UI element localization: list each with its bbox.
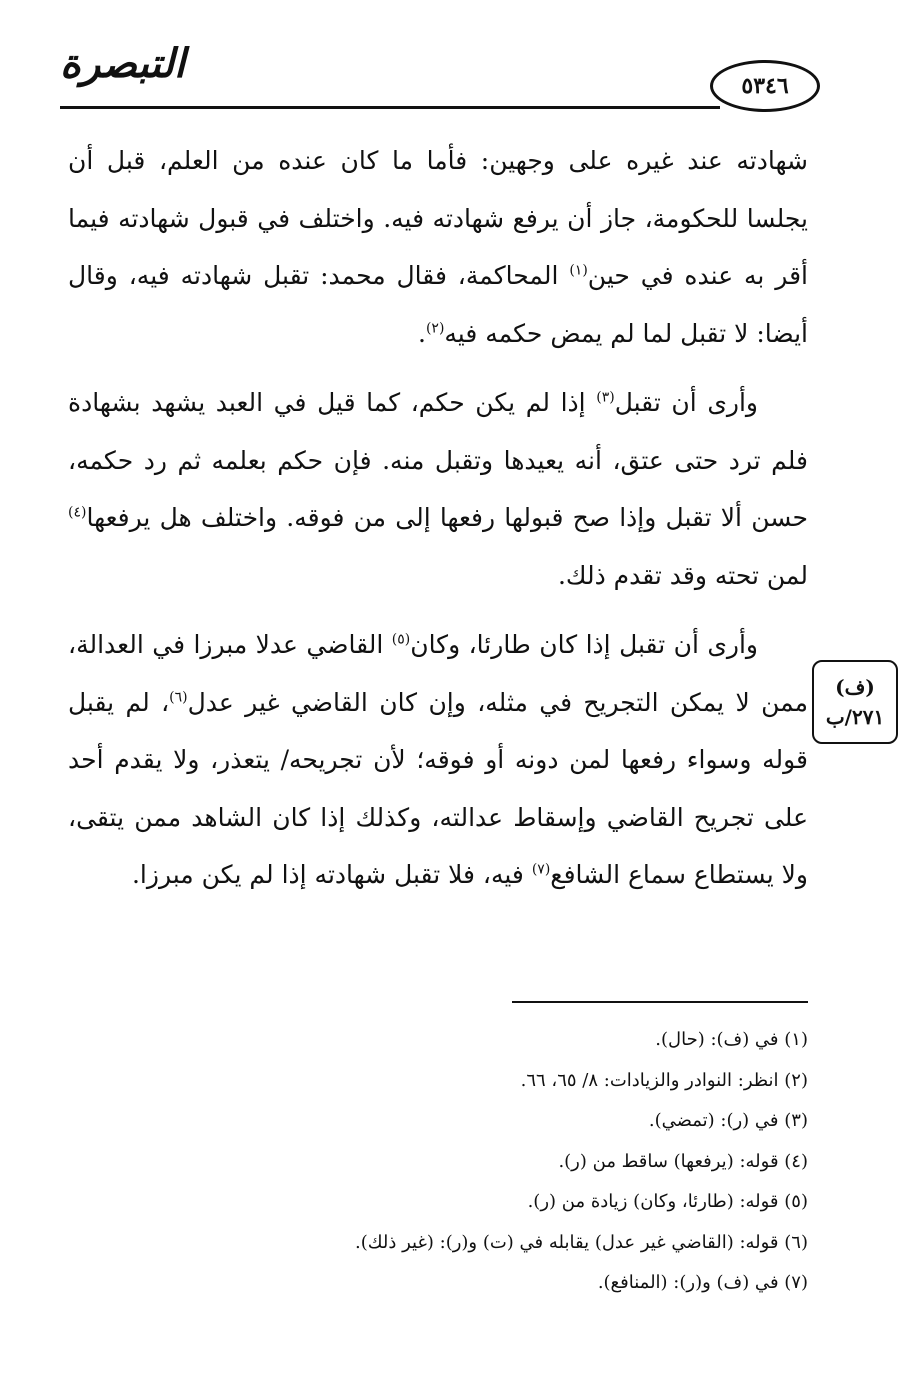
text-span: وأرى أن تقبل إذا كان طارئا، وكان: [410, 630, 758, 659]
text-span: لمن تحته وقد تقدم ذلك.: [557, 560, 808, 590]
margin-note-line-1: (ف): [835, 675, 875, 699]
footnote-6: (٦) قوله: (القاضي غير عدل) يقابله في (ت) و(ر): (غير ذلك).: [354, 1231, 808, 1253]
header-rule: [60, 106, 720, 109]
footnote-ref: (٦): [169, 689, 188, 706]
footnote-4: (٤) قوله: (يرفعها) ساقط من (ر).: [558, 1150, 808, 1172]
text-span: فيه، فلا تقبل شهادته إذا لم يكن مبرزا.: [131, 860, 532, 889]
paragraph-2: [68, 374, 808, 604]
paragraph-3: [68, 616, 808, 904]
manuscript-margin-note: [812, 660, 898, 744]
book-title: التبصرة: [60, 40, 186, 87]
footnote-ref: (١): [569, 262, 588, 279]
page-number: ٥٣٤٦: [710, 60, 820, 112]
text-span: شهادته عند غيره على وجهين: فأما ما كان عنده من العلم، قبل أن يجلسا للحكومة، جاز أن يرفع شهادته فيه. واختلف في قبول شهادته فيما أقر به عنده في حين: [68, 146, 808, 290]
footnote-2: (٢) انظر: النوادر والزيادات: ٨/ ٦٥، ٦٦.: [520, 1069, 808, 1091]
footnote-ref: (٧): [531, 861, 551, 878]
footnote-ref: (٣): [596, 389, 615, 406]
text-span: وأرى أن تقبل: [614, 388, 758, 417]
footnote-5: (٥) قوله: (طارئا، وكان) زيادة من (ر).: [527, 1191, 808, 1212]
text-span: المحاكمة، فقال محمد: تقبل شهادته فيه، وقال أيضا: لا تقبل لما لم يمض حكمه فيه: [68, 261, 808, 348]
footnote-3: (٣) في (ر): (تمضي).: [648, 1110, 808, 1131]
text-span: ، لم يقبل قوله وسواء رفعها لمن دونه أو فوقه؛ لأن تجريحه/ يتعذر، ولا يقدم أحد على تجريح القاضي وإسقاط عدالته، وكذلك إذا كان الشاهد ممن يتقى، ولا يستطاع سماع الشافع: [68, 687, 808, 889]
footnote-1: (١) في (ف): (حال).: [655, 1029, 808, 1050]
text-span: .: [417, 318, 426, 348]
margin-note-line-2: ٢٧١/ب: [825, 705, 885, 729]
footnote-ref: (٤): [68, 504, 87, 521]
footnotes-list: [68, 1020, 808, 1304]
footnote-ref: (٥): [391, 631, 411, 648]
text-span: إذا لم يكن حكم، كما قيل في العبد يشهد بشهادة فلم ترد حتى عتق، أنه يعيدها وتقبل منه. فإن حكم بعلمه ثم رد حكمه، حسن ألا تقبل وإذا صح قبولها رفعها إلى من فوقه. واختلف هل يرفعها: [68, 388, 808, 532]
page-header: [60, 38, 820, 118]
footnote-separator: [512, 1001, 808, 1003]
footnote-ref: (٢): [425, 320, 445, 337]
text-span: القاضي عدلا مبرزا في العدالة، ممن لا يمكن التجريح في مثله، وإن كان القاضي غير عدل: [68, 630, 808, 717]
paragraph-1: [68, 132, 808, 362]
footnote-7: (٧) في (ف) و(ر): (المنافع).: [597, 1272, 808, 1293]
main-text: [68, 132, 808, 916]
